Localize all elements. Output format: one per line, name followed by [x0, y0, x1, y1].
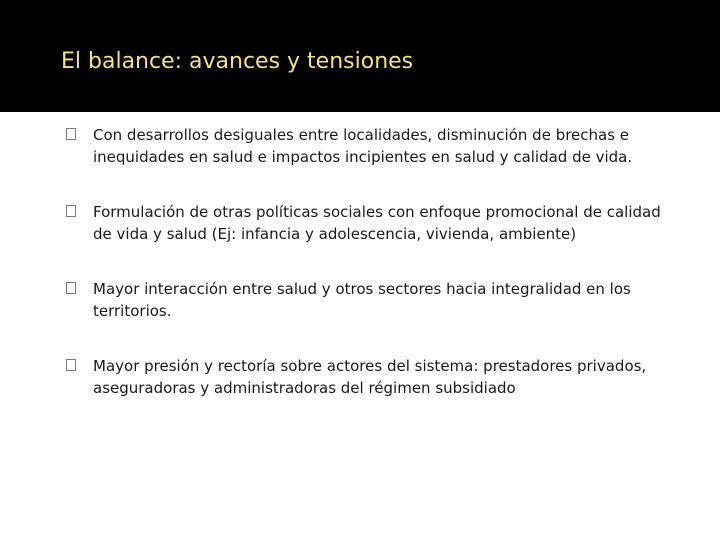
- bullet-text: Mayor presión y rectoría sobre actores del sistema: prestadores privados, aseguradoras y administradoras del régimen subsidiado: [93, 357, 647, 397]
- bullet-item: [66, 355, 666, 399]
- bullet-text: Mayor interacción entre salud y otros sectores hacia integralidad en los territorios.: [93, 280, 631, 320]
- slide-title: El balance: avances y tensiones: [61, 49, 414, 74]
- missing-glyph-icon: [66, 205, 76, 217]
- missing-glyph-icon: [66, 128, 76, 140]
- bullet-list: [66, 124, 666, 399]
- bullet-text: Formulación de otras políticas sociales con enfoque promocional de calidad de vida y salud (Ej: infancia y adolescencia, vivienda, ambiente): [93, 203, 661, 243]
- bullet-item: [66, 124, 666, 168]
- title-band: [0, 0, 720, 112]
- bullet-text: Con desarrollos desiguales entre localidades, disminución de brechas e inequidades en salud e impactos incipientes en salud y calidad de vida.: [93, 126, 633, 166]
- bullet-item: [66, 201, 666, 245]
- missing-glyph-icon: [66, 282, 76, 294]
- bullet-item: [66, 278, 666, 322]
- missing-glyph-icon: [66, 359, 76, 371]
